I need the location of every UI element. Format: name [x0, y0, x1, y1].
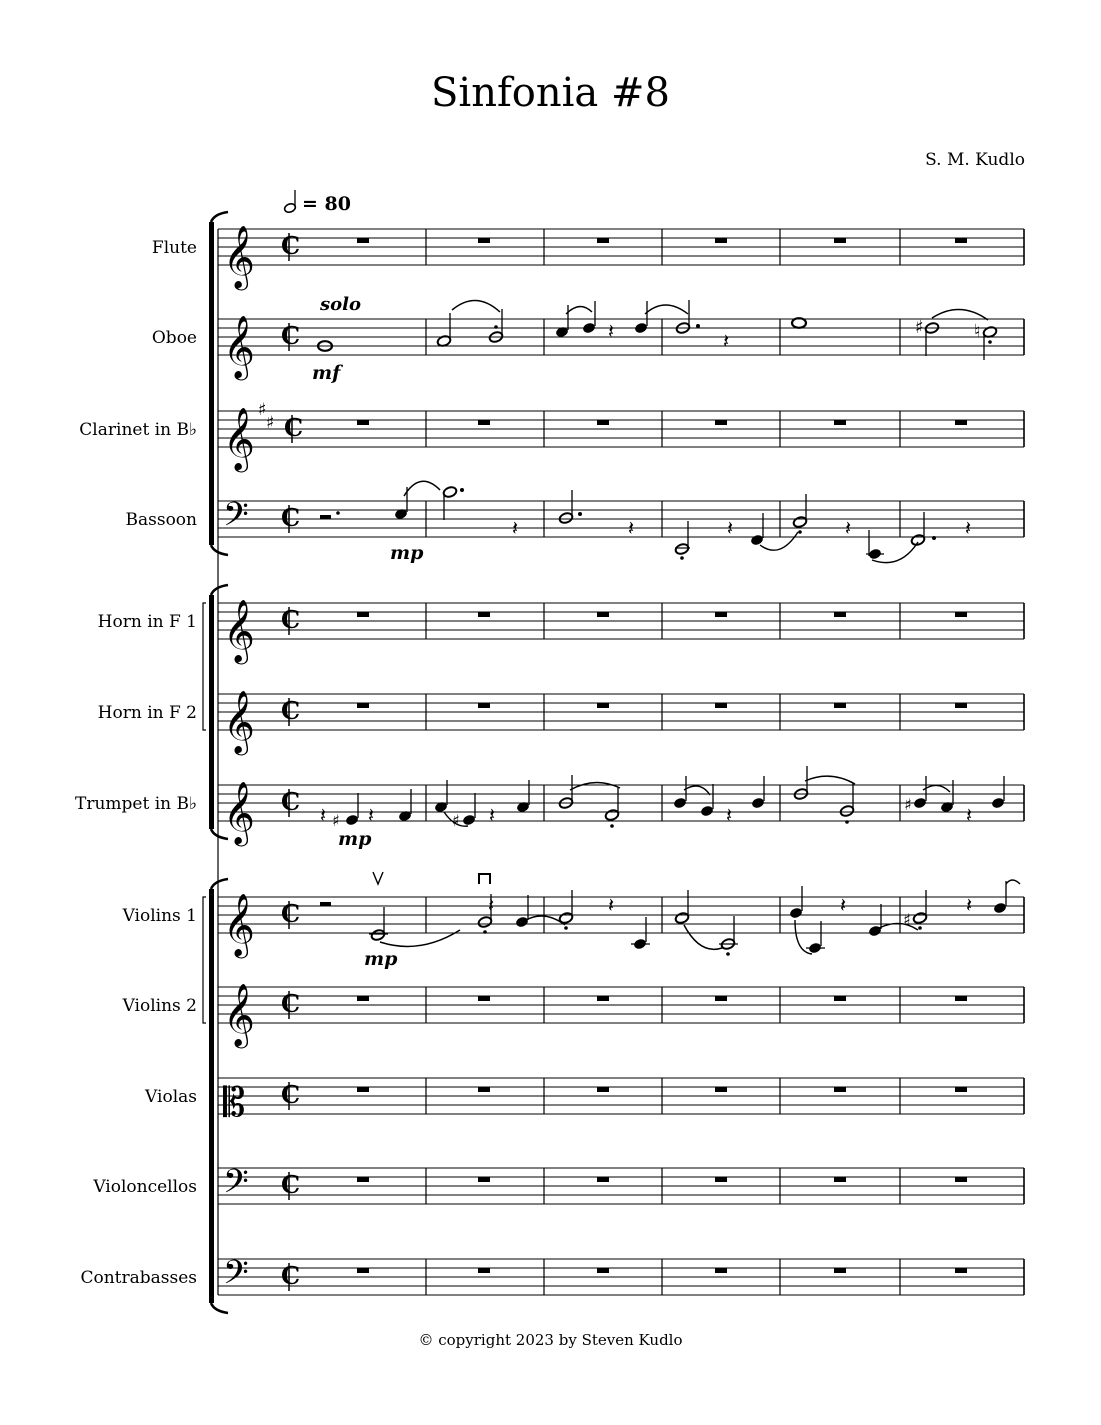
instrument-label: Violoncellos	[93, 1177, 197, 1197]
sharp-icon: ♯	[258, 400, 267, 420]
bass-clef-icon: 𝄢	[223, 496, 249, 542]
svg-text:𝄽: 𝄽	[723, 329, 730, 353]
note-group	[915, 309, 998, 360]
note-group	[558, 775, 620, 828]
svg-text:♯: ♯	[332, 811, 340, 830]
treble-clef-icon: 𝄞	[223, 690, 255, 753]
whole-rest-icon	[834, 1268, 846, 1273]
whole-rest-icon	[478, 1177, 490, 1182]
svg-text:𝄽: 𝄽	[727, 516, 734, 540]
svg-text:𝄽: 𝄽	[966, 803, 973, 827]
svg-text:𝄽: 𝄽	[320, 803, 327, 827]
note-group	[436, 300, 503, 347]
whole-rest-icon	[834, 1087, 846, 1092]
oboe-dynamic: mf	[312, 362, 341, 384]
whole-rest-icon	[834, 420, 846, 425]
note-group	[904, 776, 1005, 827]
instrument-label: Horn in F 1	[97, 612, 197, 632]
svg-text:♯: ♯	[915, 317, 924, 338]
staff-violins-1	[122, 893, 1024, 959]
note-group	[558, 890, 650, 950]
svg-text:𝄽: 𝄽	[489, 803, 496, 827]
cut-time-icon: C	[281, 605, 301, 634]
whole-rest-icon	[834, 238, 846, 243]
alto-clef-icon: 𝄡	[223, 1080, 246, 1126]
bass-clef-icon: 𝄢	[223, 1163, 249, 1209]
sharp-icon: ♯	[266, 413, 275, 433]
whole-rest-icon	[597, 996, 609, 1001]
whole-rest-icon	[597, 703, 609, 708]
svg-text:𝄽: 𝄽	[608, 319, 615, 343]
whole-rest-icon	[597, 1268, 609, 1273]
cut-time-icon: C	[281, 787, 301, 816]
whole-rest-icon	[955, 420, 967, 425]
whole-rest-icon	[597, 1087, 609, 1092]
staff-bassoon	[126, 496, 1025, 542]
notes-layer	[318, 300, 1020, 956]
cut-time-icon: C	[281, 899, 301, 928]
treble-clef-icon: 𝄞	[223, 225, 255, 288]
svg-text:𝄽: 𝄽	[845, 516, 852, 540]
treble-clef-icon: 𝄞	[223, 599, 255, 662]
note-group	[910, 512, 971, 546]
cut-time-icon: C	[281, 696, 301, 725]
violins1-dynamic: mp	[364, 948, 398, 970]
svg-text:𝄽: 𝄽	[628, 516, 635, 540]
instrument-label: Contrabasses	[80, 1268, 197, 1288]
tempo-marking	[283, 190, 351, 215]
staff-horn-in-f-1	[98, 599, 1024, 665]
whole-rest-icon	[478, 420, 490, 425]
whole-rest-icon	[834, 612, 846, 617]
svg-text:𝄽: 𝄽	[840, 893, 847, 917]
note-group	[674, 890, 738, 956]
whole-rest-icon	[955, 1087, 967, 1092]
cut-time-icon: C	[281, 321, 301, 350]
whole-rest-icon	[478, 612, 490, 617]
instrument-label: Violas	[145, 1087, 197, 1107]
cut-time-icon: C	[281, 1080, 301, 1109]
staff-violas	[144, 1078, 1024, 1126]
whole-rest-icon	[357, 238, 369, 243]
instrument-label: Trumpet in B♭	[74, 794, 197, 814]
whole-rest-icon	[955, 612, 967, 617]
whole-rest-icon	[357, 1268, 369, 1273]
whole-rest-icon	[834, 996, 846, 1001]
instrument-label: Clarinet in B♭	[79, 420, 197, 440]
up-bow-icon	[373, 872, 383, 884]
note-group	[477, 893, 565, 934]
whole-rest-icon	[357, 420, 369, 425]
svg-text:𝄽: 𝄽	[965, 516, 972, 540]
svg-text:♯: ♯	[904, 795, 912, 814]
instrument-label: Horn in F 2	[97, 703, 197, 723]
whole-rest-icon	[715, 1177, 727, 1182]
treble-clef-icon: 𝄞	[223, 781, 255, 844]
whole-rest-icon	[357, 612, 369, 617]
whole-rest-icon	[955, 996, 967, 1001]
svg-text:𝄽: 𝄽	[966, 893, 973, 917]
note-group	[558, 490, 634, 540]
staff-horn-in-f-2	[98, 690, 1024, 756]
whole-rest-icon	[834, 1177, 846, 1182]
whole-rest-icon	[715, 420, 727, 425]
cut-time-icon: C	[281, 1261, 301, 1290]
whole-rest-icon	[597, 612, 609, 617]
svg-text:♯: ♯	[452, 811, 460, 830]
cut-time-icon: C	[284, 413, 304, 442]
whole-rest-icon	[478, 1087, 490, 1092]
down-bow-icon	[479, 874, 490, 884]
note-group	[789, 886, 918, 954]
score-title: Sinfonia #8	[431, 70, 670, 116]
staff-flute	[152, 225, 1024, 291]
cut-time-icon: C	[281, 989, 301, 1018]
composer-name: S. M. Kudlo	[925, 150, 1025, 170]
svg-text:♯: ♯	[903, 910, 911, 929]
instrument-label: Flute	[151, 238, 197, 258]
treble-clef-icon: 𝄞	[223, 893, 255, 956]
tempo-bpm: = 80	[302, 193, 351, 215]
whole-rest-icon	[357, 1177, 369, 1182]
whole-rest-icon	[478, 1268, 490, 1273]
note-group	[903, 880, 1020, 930]
oboe-solo-text: solo	[320, 294, 361, 315]
instrument-label: Violins 1	[122, 906, 197, 926]
whole-rest-icon	[357, 703, 369, 708]
staff-violoncellos	[92, 1163, 1024, 1209]
whole-rest-icon	[955, 238, 967, 243]
note-group	[675, 300, 729, 353]
svg-text:𝄽: 𝄽	[726, 803, 733, 827]
svg-text:𝄽: 𝄽	[368, 803, 375, 827]
whole-rest-icon	[478, 996, 490, 1001]
whole-rest-icon	[357, 1087, 369, 1092]
whole-rest-icon	[478, 238, 490, 243]
whole-rest-icon	[715, 612, 727, 617]
whole-rest-icon	[715, 238, 727, 243]
whole-rest-icon	[955, 1268, 967, 1273]
whole-rest-icon	[715, 1268, 727, 1273]
svg-text:𝄽: 𝄽	[608, 893, 615, 917]
treble-clef-icon: 𝄞	[223, 983, 255, 1046]
instrument-label: Oboe	[151, 328, 197, 348]
cut-time-icon: C	[281, 503, 301, 532]
bassoon-dynamic: mp	[390, 542, 424, 564]
staff-contrabasses	[80, 1254, 1024, 1300]
copyright-notice: © copyright 2023 by Steven Kudlo	[418, 1331, 683, 1349]
whole-rest-icon	[955, 703, 967, 708]
note-group	[793, 766, 855, 824]
whole-rest-icon	[955, 1177, 967, 1182]
staff-violins-2	[122, 983, 1024, 1049]
svg-text:♮: ♮	[974, 321, 981, 342]
treble-clef-icon: 𝄞	[223, 315, 255, 378]
trumpet-dynamic: mp	[338, 828, 372, 850]
note	[792, 318, 806, 328]
whole-rest-icon	[597, 238, 609, 243]
whole-rest-icon	[597, 420, 609, 425]
whole-rest-icon	[478, 703, 490, 708]
instrument-label: Bassoon	[125, 510, 197, 530]
whole-rest-icon	[715, 996, 727, 1001]
whole-rest-icon	[834, 703, 846, 708]
svg-text:𝄽: 𝄽	[488, 893, 495, 917]
whole-rest-icon	[715, 703, 727, 708]
note-group	[320, 789, 412, 830]
note-group	[442, 486, 518, 540]
whole-rest-icon	[597, 1177, 609, 1182]
svg-text:𝄽: 𝄽	[512, 516, 519, 540]
cut-time-icon: C	[281, 1170, 301, 1199]
whole-rest-icon	[715, 1087, 727, 1092]
cut-time-icon: C	[281, 231, 301, 260]
staff-clarinet-in-b-	[79, 400, 1024, 473]
whole-rest-icon	[357, 996, 369, 1001]
bass-clef-icon: 𝄢	[223, 1254, 249, 1300]
note-group	[434, 780, 530, 830]
note-group	[673, 776, 765, 827]
instrument-label: Violins 2	[122, 996, 197, 1016]
treble-clef-icon: 𝄞	[223, 407, 255, 470]
